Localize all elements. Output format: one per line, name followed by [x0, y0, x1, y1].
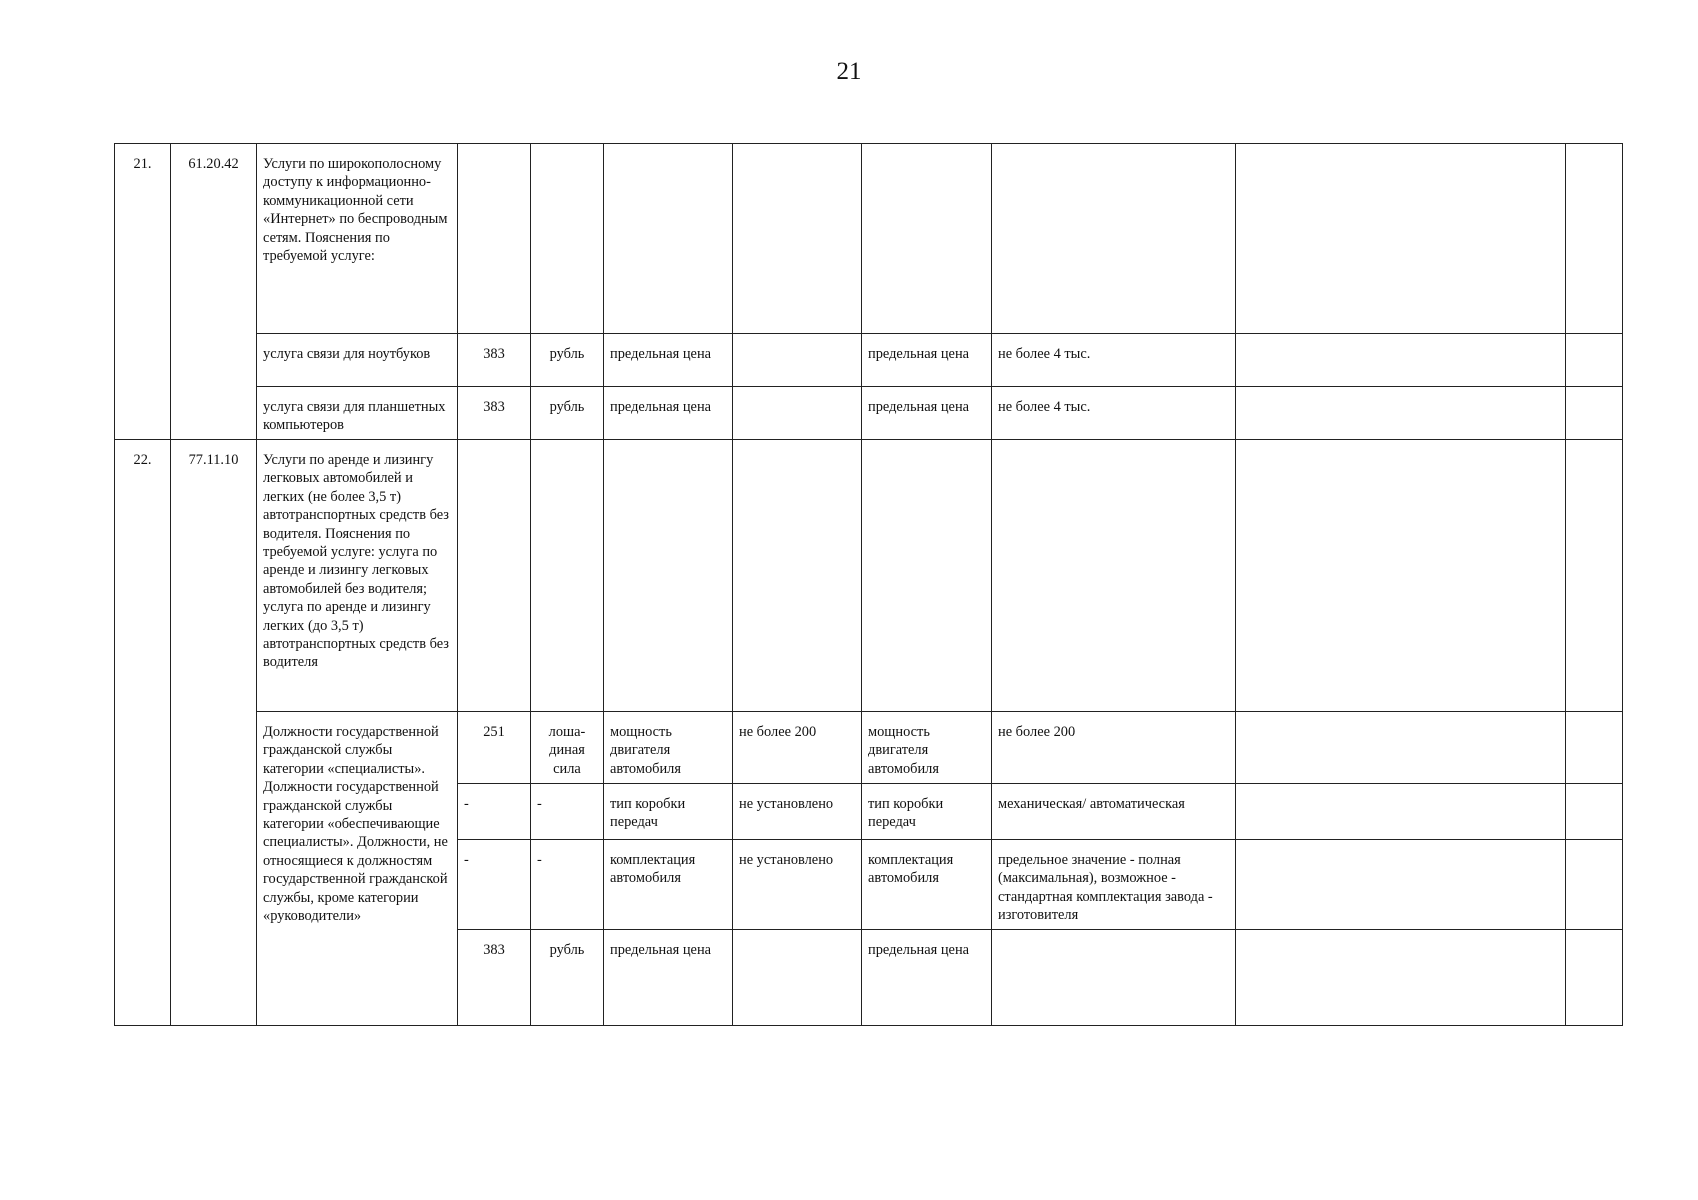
- characteristic-name: комплектация автомобиля: [604, 840, 733, 930]
- value-cell: [733, 440, 862, 712]
- page-number: 21: [836, 58, 862, 85]
- okei-cell: [458, 144, 531, 334]
- extra-cell: [1236, 840, 1566, 930]
- extra-cell: [1236, 929, 1566, 1025]
- unit-name: рубль: [531, 334, 604, 387]
- row-number: 22.: [115, 440, 171, 1026]
- okei-code: 383: [458, 334, 531, 387]
- okpd-code: 61.20.42: [171, 144, 257, 440]
- characteristic-name: предельная цена: [862, 387, 992, 440]
- okpd-code: 77.11.10: [171, 440, 257, 1026]
- characteristic-cell: [604, 440, 733, 712]
- characteristic-value: не установлено: [733, 784, 862, 840]
- okei-code: 251: [458, 712, 531, 784]
- characteristic-value: [992, 929, 1236, 1025]
- table-row: [115, 334, 1623, 387]
- characteristic-value: предельное значение - полная (максимальная), возможное - стандартная комплектация завода - изготовителя: [992, 840, 1236, 930]
- extra-cell: [1236, 440, 1566, 712]
- service-description: Услуги по широкополосному доступу к информационно-коммуникационной сети «Интернет» по беспроводным сетям. Пояснения по требуемой услуге:: [257, 144, 458, 334]
- unit-name: рубль: [531, 387, 604, 440]
- characteristic-name: предельная цена: [604, 334, 733, 387]
- service-item-label: услуга связи для планшетных компьютеров: [257, 387, 458, 440]
- extra-cell: [1236, 144, 1566, 334]
- extra-cell: [1236, 387, 1566, 440]
- extra-cell: [1236, 784, 1566, 840]
- table-row: [115, 440, 1623, 712]
- value-cell: [992, 440, 1236, 712]
- characteristic-name: мощность двигателя автомобиля: [862, 712, 992, 784]
- characteristic-name: предельная цена: [862, 929, 992, 1025]
- unit-cell: [531, 440, 604, 712]
- unit-name: -: [531, 784, 604, 840]
- okei-cell: [458, 440, 531, 712]
- okei-code: -: [458, 840, 531, 930]
- extra-cell: [1566, 387, 1623, 440]
- table-row: [115, 144, 1623, 334]
- characteristic-value: не более 200: [992, 712, 1236, 784]
- characteristic-cell: [862, 440, 992, 712]
- extra-cell: [1236, 334, 1566, 387]
- extra-cell: [1566, 334, 1623, 387]
- value-cell: [733, 144, 862, 334]
- table-row: [115, 712, 1623, 784]
- extra-cell: [1566, 784, 1623, 840]
- requirements-table: [114, 143, 1623, 1026]
- characteristic-cell: [862, 144, 992, 334]
- extra-cell: [1566, 929, 1623, 1025]
- extra-cell: [1566, 712, 1623, 784]
- unit-name: лоша-диная сила: [531, 712, 604, 784]
- characteristic-name: предельная цена: [604, 387, 733, 440]
- service-description: Услуги по аренде и лизингу легковых автомобилей и легких (не более 3,5 т) автотранспортных средств без водителя. Пояснения по требуемой услуге: услуга по аренде и лизингу легковых автомобилей без водителя; услуга по аренде и лизингу легких (до 3,5 т) автотранспортных средств без водителя: [257, 440, 458, 712]
- unit-name: -: [531, 840, 604, 930]
- unit-cell: [531, 144, 604, 334]
- characteristic-name: предельная цена: [862, 334, 992, 387]
- table-row: [115, 387, 1623, 440]
- characteristic-name: мощность двигателя автомобиля: [604, 712, 733, 784]
- characteristic-value: не установлено: [733, 840, 862, 930]
- unit-name: рубль: [531, 929, 604, 1025]
- characteristic-value: не более 200: [733, 712, 862, 784]
- characteristic-name: предельная цена: [604, 929, 733, 1025]
- characteristic-name: комплектация автомобиля: [862, 840, 992, 930]
- positions-label: Должности государственной гражданской службы категории «специалисты». Должности государственной гражданской службы категории «обеспечивающие специалисты». Должности, не относящиеся к должностям государственной гражданской службы, кроме категории «руководители»: [257, 712, 458, 1026]
- row-number: 21.: [115, 144, 171, 440]
- okei-code: 383: [458, 387, 531, 440]
- characteristic-value: механическая/ автоматическая: [992, 784, 1236, 840]
- extra-cell: [1236, 712, 1566, 784]
- characteristic-value: [733, 334, 862, 387]
- characteristic-value: не более 4 тыс.: [992, 387, 1236, 440]
- service-item-label: услуга связи для ноутбуков: [257, 334, 458, 387]
- value-cell: [992, 144, 1236, 334]
- okei-code: -: [458, 784, 531, 840]
- okei-code: 383: [458, 929, 531, 1025]
- characteristic-value: не более 4 тыс.: [992, 334, 1236, 387]
- extra-cell: [1566, 840, 1623, 930]
- extra-cell: [1566, 144, 1623, 334]
- characteristic-value: [733, 387, 862, 440]
- characteristic-name: тип коробки передач: [862, 784, 992, 840]
- characteristic-value: [733, 929, 862, 1025]
- characteristic-cell: [604, 144, 733, 334]
- extra-cell: [1566, 440, 1623, 712]
- characteristic-name: тип коробки передач: [604, 784, 733, 840]
